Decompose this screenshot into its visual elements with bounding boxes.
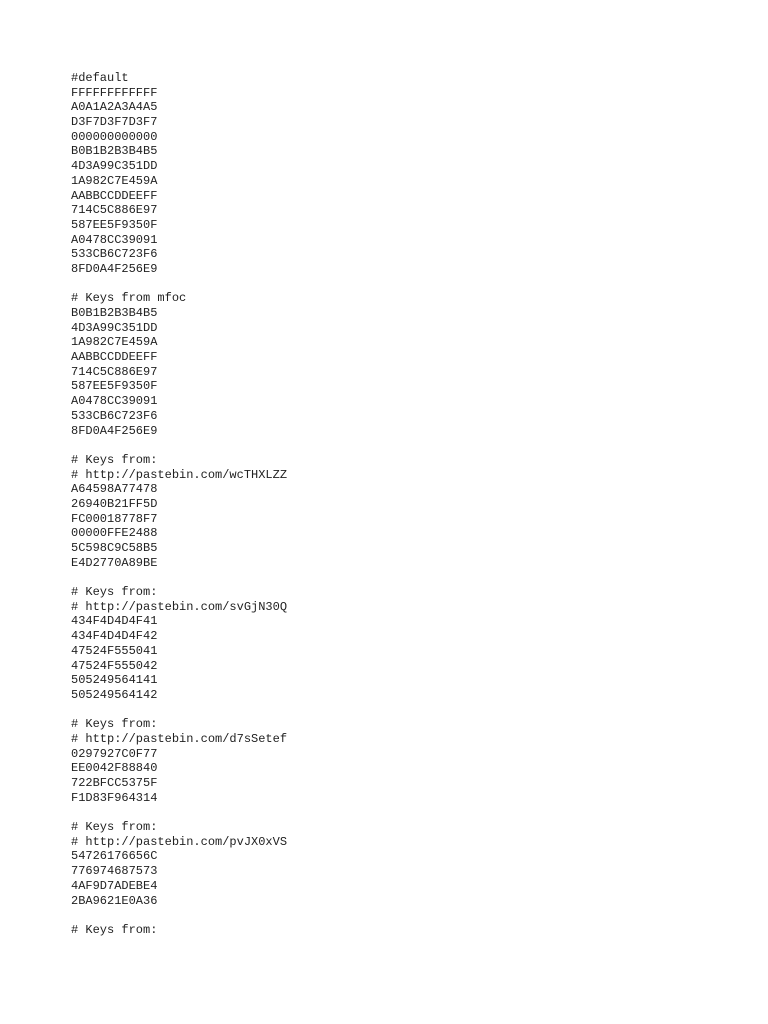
key-line: 714C5C886E97 (71, 203, 158, 218)
comment-line: # Keys from: (71, 717, 158, 732)
comment-line: # Keys from: (71, 922, 158, 937)
key-line: A0A1A2A3A4A5 (71, 100, 158, 115)
key-line: 505249564141 (71, 673, 158, 688)
key-line: 505249564142 (71, 687, 158, 702)
key-line: 000000000000 (71, 129, 158, 144)
blank-line (71, 570, 751, 585)
comment-line: # Keys from: (71, 585, 158, 600)
key-line: AABBCCDDEEFF (71, 188, 158, 203)
key-line: 5C598C9C58B5 (71, 541, 158, 555)
key-line: 8FD0A4F256E9 (71, 261, 158, 276)
key-line: 587EE5F9350F (71, 217, 158, 232)
source-url-line: # http://pastebin.com/wcTHXLZZ (71, 467, 288, 482)
key-line: 54726176656C (71, 849, 158, 864)
key-line: B0B1B2B3B4B5 (71, 144, 158, 159)
key-line: FC00018778F7 (71, 511, 158, 526)
key-line: 2BA9621E0A36 (71, 893, 158, 908)
key-line: 47524F555041 (71, 643, 158, 658)
blank-line (71, 277, 751, 292)
key-line: 4D3A99C351DD (71, 320, 158, 335)
blank-line (71, 438, 751, 453)
key-line: 4D3A99C351DD (71, 159, 158, 174)
key-line: 1A982C7E459A (71, 335, 158, 350)
key-line: 714C5C886E97 (71, 364, 158, 379)
comment-line: #default (71, 71, 129, 85)
key-line: FFFFFFFFFFFF (71, 85, 158, 100)
key-line: 533CB6C723F6 (71, 408, 158, 423)
key-line: 0297927C0F77 (71, 746, 158, 761)
comment-line: # Keys from: (71, 820, 158, 835)
key-line: F1D83F964314 (71, 790, 158, 805)
blank-line (71, 805, 751, 820)
source-url-line: # http://pastebin.com/pvJX0xVS (71, 834, 288, 849)
key-line: 722BFCC5375F (71, 776, 158, 790)
key-line: 00000FFE2488 (71, 526, 158, 541)
key-line: AABBCCDDEEFF (71, 350, 158, 365)
key-line: B0B1B2B3B4B5 (71, 306, 158, 320)
key-line: 8FD0A4F256E9 (71, 423, 158, 438)
key-line: 26940B21FF5D (71, 496, 158, 511)
text-document (71, 71, 751, 938)
key-line: 434F4D4D4F42 (71, 629, 158, 644)
key-line: A64598A77478 (71, 482, 158, 497)
blank-line (71, 703, 751, 718)
source-url-line: # http://pastebin.com/svGjN30Q (71, 599, 288, 614)
key-line: E4D2770A89BE (71, 555, 158, 570)
key-line: 776974687573 (71, 864, 158, 879)
key-line: 434F4D4D4F41 (71, 614, 158, 629)
comment-line: # Keys from mfoc (71, 291, 187, 306)
blank-line (71, 908, 751, 923)
key-line: A0478CC39091 (71, 232, 158, 247)
key-line: 587EE5F9350F (71, 379, 158, 394)
key-line: 4AF9D7ADEBE4 (71, 878, 158, 893)
key-line: D3F7D3F7D3F7 (71, 115, 158, 130)
key-line: A0478CC39091 (71, 394, 158, 409)
key-line: EE0042F88840 (71, 761, 158, 776)
key-line: 533CB6C723F6 (71, 247, 158, 262)
comment-line: # Keys from: (71, 452, 158, 467)
source-url-line: # http://pastebin.com/d7sSetef (71, 731, 288, 746)
key-line: 1A982C7E459A (71, 173, 158, 188)
key-line: 47524F555042 (71, 658, 158, 673)
